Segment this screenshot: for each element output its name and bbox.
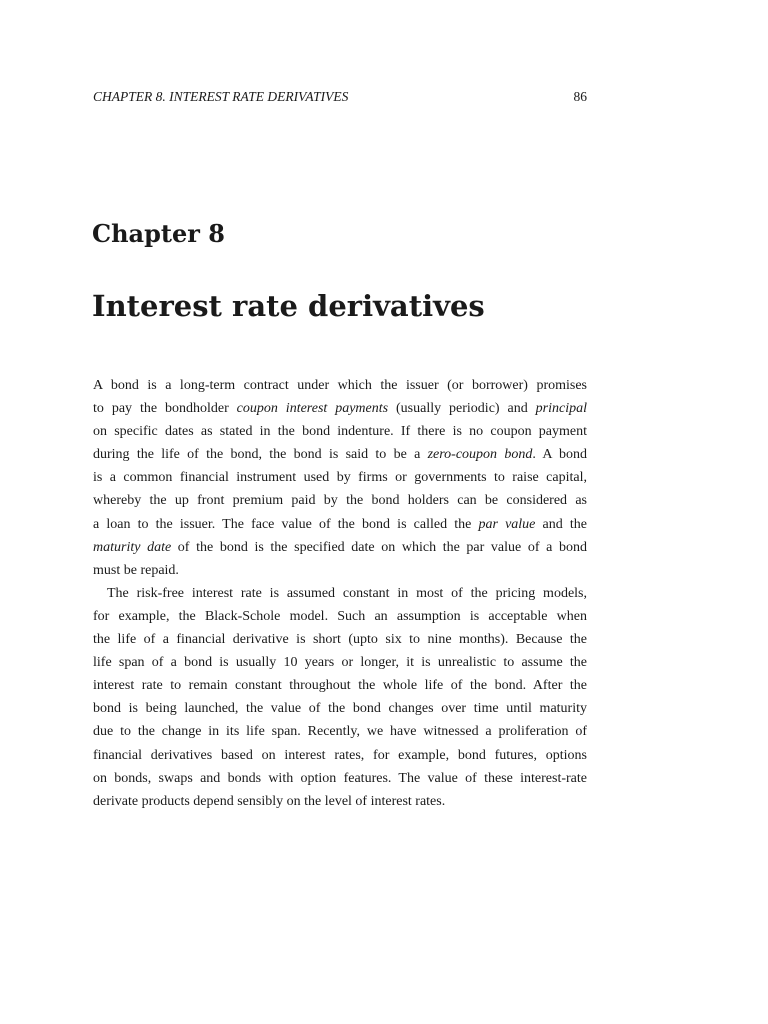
text-span: . A bond (532, 447, 587, 463)
text-span: (usually periodic) and (388, 401, 536, 417)
text-span: a loan to the issuer. The face value of the bond is called the (93, 516, 479, 532)
text-line (93, 397, 587, 420)
paragraph-2 (93, 582, 587, 813)
text-line: financial derivatives based on interest rates, for example, bond futures, options (93, 747, 587, 763)
text-line (93, 513, 587, 536)
text-line: The risk-free interest rate is assumed constant in most of the pricing models, (107, 585, 587, 601)
running-header-title: CHAPTER 8. INTEREST RATE DERIVATIVES (93, 89, 349, 104)
text-line (93, 443, 587, 466)
chapter-label: Chapter 8 (92, 219, 225, 248)
emphasis-par-value: par value (478, 516, 536, 532)
text-line: bond is being launched, the value of the bond changes over time until maturity (93, 701, 587, 717)
text-line (93, 536, 587, 559)
text-span: to pay the bondholder (93, 401, 237, 417)
text-line: whereby the up front premium paid by the bond holders can be considered as (93, 493, 587, 509)
text-line: the life of a financial derivative is short (upto six to nine months). Because the (93, 632, 587, 648)
text-line: due to the change in its life span. Recently, we have witnessed a proliferation of (93, 724, 587, 740)
text-line: is a common financial instrument used by firms or governments to raise capital, (93, 470, 587, 486)
emphasis-maturity-date: maturity date (93, 539, 172, 555)
chapter-title: Interest rate derivatives (92, 289, 485, 323)
emphasis-coupon-interest-payments: coupon interest payments (236, 401, 389, 417)
body-text (93, 374, 587, 813)
text-span: of the bond is the specified date on which the par value of a bond (171, 539, 587, 555)
text-span: during the life of the bond, the bond is said to be a (93, 447, 428, 463)
emphasis-principal: principal (535, 401, 587, 417)
paragraph-1 (93, 374, 587, 582)
emphasis-zero-coupon-bond: zero-coupon bond (427, 447, 533, 463)
page-number: 86 (573, 89, 587, 104)
text-line: derivate products depend sensibly on the level of interest rates. (93, 793, 446, 809)
text-line: interest rate to remain constant throughout the whole life of the bond. After the (93, 678, 587, 694)
text-line: must be repaid. (93, 562, 179, 578)
text-line: life span of a bond is usually 10 years or longer, it is unrealistic to assume the (93, 655, 587, 671)
text-line: on specific dates as stated in the bond indenture. If there is no coupon payment (93, 424, 587, 440)
text-line: A bond is a long-term contract under which the issuer (or borrower) promises (93, 378, 587, 393)
text-span: and the (535, 516, 587, 532)
text-line: on bonds, swaps and bonds with option features. The value of these interest-rate (93, 770, 587, 786)
text-line: for example, the Black-Schole model. Such an assumption is acceptable when (93, 608, 587, 624)
